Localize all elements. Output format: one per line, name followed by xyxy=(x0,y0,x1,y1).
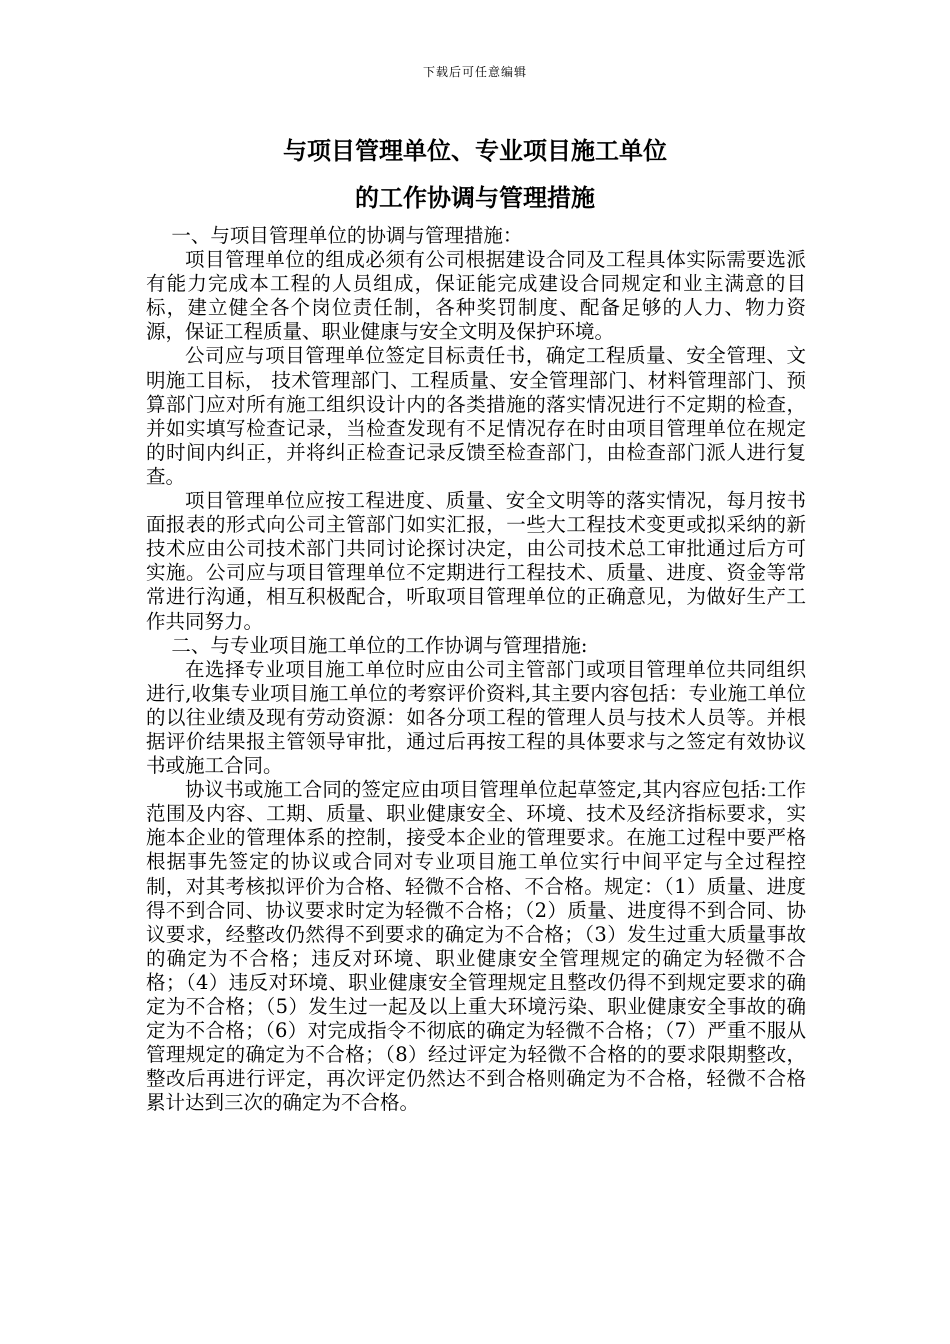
paragraph: 公司应与项目管理单位签定目标责任书，确定工程质量、安全管理、文明施工目标， 技术管理部门、工程质量、安全管理部门、材料管理部门、预算部门应对所有施工组织设计内的各类措施的落实情况进行不定期的检查，并如实填写检查记录，当检查发现有不足情况存在时由项目管理单位在规定的时间内纠正，并将纠正检查记录反馈至检查部门，由检查部门派人进行复查。 xyxy=(146,344,806,488)
header-note: 下载后可任意编辑 xyxy=(422,65,527,79)
paragraph: 协议书或施工合同的签定应由项目管理单位起草签定,其内容应包括:工作范围及内容、工期、质量、职业健康安全、环境、技术及经济指标要求，实施本企业的管理体系的控制，接受本企业的管理要求。在施工过程中要严格根据事先签定的协议或合同对专业项目施工单位实行中间平定与全过程控制，对其考核拟评价为合格、轻微不合格、不合格。规定：（1）质量、进度得不到合同、协议要求时定为轻微不合格；（2）质量、进度得不到合同、协议要求，经整改仍然得不到要求的确定为不合格；（3）发生过重大质量事故的确定为不合格；违反对环境、职业健康安全管理规定的确定为轻微不合格；（4）违反对环境、职业健康安全管理规定且整改仍得不到规定要求的确定为不合格；（5）发生过一起及以上重大环境污染、职业健康安全事故的确定为不合格；（6）对完成指令不彻底的确定为轻微不合格；（7）严重不服从管理规定的确定为不合格；（8）经过评定为轻微不合格的的要求限期整改，整改后再进行评定，再次评定仍然达不到合格则确定为不合格，轻微不合格累计达到三次的确定为不合格。 xyxy=(146,778,806,1115)
section-heading-2: 二、与专业项目施工单位的工作协调与管理措施: xyxy=(171,633,588,657)
section-heading-1: 一、与项目管理单位的协调与管理措施： xyxy=(171,224,523,247)
paragraph: 项目管理单位的组成必须有公司根据建设合同及工程具体实际需要选派有能力完成本工程的人员组成，保证能完成建设合同规定和业主满意的目标，建立健全各个岗位责任制，各种奖罚制度、配备足够的人力、物力资源，保证工程质量、职业健康与安全文明及保护环境。 xyxy=(146,248,806,344)
title-line-1: 与项目管理单位、专业项目施工单位 xyxy=(283,137,667,165)
title-line-2: 的工作协调与管理措施 xyxy=(355,184,595,212)
document-body xyxy=(146,224,806,1115)
paragraph: 在选择专业项目施工单位时应由公司主管部门或项目管理单位共同组织进行,收集专业项目施工单位的考察评价资料,其主要内容包括：专业施工单位的以往业绩及现有劳动资源：如各分项工程的管理人员与技术人员等。并根据评价结果报主管领导审批，通过后再按工程的具体要求与之签定有效协议书或施工合同。 xyxy=(146,657,806,778)
paragraph: 项目管理单位应按工程进度、质量、安全文明等的落实情况，每月按书面报表的形式向公司主管部门如实汇报，一些大工程技术变更或拟采纳的新技术应由公司技术部门共同讨论探讨决定，由公司技术总工审批通过后方可实施。公司应与项目管理单位不定期进行工程技术、质量、进度、资金等常常进行沟通，相互积极配合，听取项目管理单位的正确意见，为做好生产工作共同努力。 xyxy=(146,489,806,633)
